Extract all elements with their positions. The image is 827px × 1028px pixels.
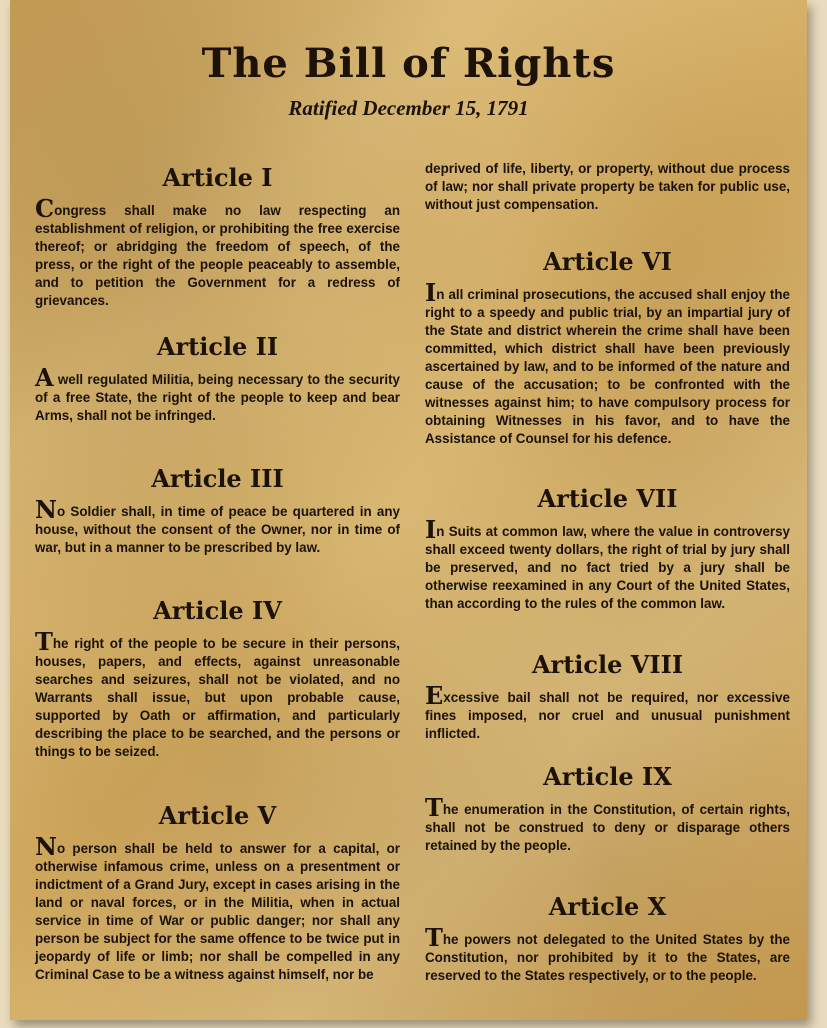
document-subtitle: Ratified December 15, 1791 (288, 96, 529, 120)
article-body: he powers not delegated to the United States by the Constitution, nor prohibited by it to the States, are reserved to the States respectively, or to the people. (425, 932, 790, 983)
drop-cap: A (35, 363, 54, 392)
article-text-continued: deprived of life, liberty, or property, without due process of law; nor shall private property be taken for public use, without just compensation. (425, 161, 790, 212)
drop-cap: I (425, 278, 437, 307)
drop-cap: T (425, 793, 443, 822)
parchment-page (10, 0, 807, 1020)
article-heading: Article VII (537, 484, 678, 513)
article-body: n Suits at common law, where the value in controversy shall exceed twenty dollars, the right of trial by jury shall be preserved, and no fact tried by a jury shall be otherwise reexamined in any Court of the United States, than according to the rules of the common law. (425, 524, 790, 611)
article-text (425, 681, 790, 743)
article-2 (35, 332, 400, 425)
article-text (425, 278, 790, 448)
article-text (425, 923, 790, 985)
article-body: o Soldier shall, in time of peace be quartered in any house, without the consent of the Owner, nor in time of war, but in a manner to be prescribed by law. (35, 504, 400, 555)
drop-cap: C (35, 194, 55, 223)
article-body: o person shall be held to answer for a capital, or otherwise infamous crime, unless on a presentment or indictment of a Grand Jury, except in cases arising in the land or naval forces, or in the Militia, when in actual service in time of War or public danger; nor shall any person be subject for the same offence to be twice put in jeopardy of life or limb; nor shall be compelled in any Criminal Case to be a witness against himself, nor be (35, 841, 400, 982)
drop-cap: T (425, 923, 443, 952)
article-heading: Article IV (153, 596, 282, 625)
drop-cap: I (425, 515, 437, 544)
article-heading: Article V (158, 801, 277, 830)
article-body: ongress shall make no law respecting an establishment of religion, or prohibiting the free exercise thereof; or abridging the freedom of speech, of the press, or the right of the people peaceably to assemble, and to petition the Government for a redress of grievances. (35, 203, 400, 308)
article-text (425, 515, 790, 613)
article-8 (425, 650, 790, 743)
drop-cap: N (35, 495, 57, 524)
article-7 (425, 484, 790, 613)
drop-cap: T (35, 627, 53, 656)
drop-cap: E (425, 681, 444, 710)
article-text (35, 627, 400, 761)
article-5 (35, 801, 400, 984)
article-heading: Article I (162, 163, 273, 192)
article-heading: Article VI (543, 247, 672, 276)
article-body: n all criminal prosecutions, the accused shall enjoy the right to a speedy and public trial, by an impartial jury of the State and district wherein the crime shall have been committed, which district shall have been previously ascertained by law, and to be informed of the nature and cause of the accusation; to be confronted with the witnesses against him; to have compulsory process for obtaining Witnesses in his favor, and to have the Assistance of Counsel for his defence. (425, 287, 790, 446)
article-5-continued (425, 160, 790, 214)
article-body: he enumeration in the Constitution, of certain rights, shall not be construed to deny or disparage others retained by the people. (425, 802, 790, 853)
article-9 (425, 762, 790, 855)
article-body: well regulated Militia, being necessary to the security of a free State, the right of the people to keep and bear Arms, shall not be infringed. (35, 372, 400, 423)
document-title: The Bill of Rights (201, 40, 616, 87)
article-heading: Article VIII (531, 650, 684, 679)
article-text (35, 832, 400, 984)
article-heading: Article II (156, 332, 279, 361)
article-heading: Article X (548, 892, 667, 921)
article-text (35, 194, 400, 310)
article-text (425, 793, 790, 855)
article-4 (35, 596, 400, 761)
article-3 (35, 464, 400, 557)
article-6 (425, 247, 790, 448)
article-body: xcessive bail shall not be required, nor excessive fines imposed, nor cruel and unusual punishment inflicted. (425, 690, 790, 741)
drop-cap: N (35, 832, 57, 861)
article-10 (425, 892, 790, 985)
article-text (35, 495, 400, 557)
article-text (35, 363, 400, 425)
article-body: he right of the people to be secure in their persons, houses, papers, and effects, against unreasonable searches and seizures, shall not be violated, and no Warrants shall issue, but upon probable cause, supported by Oath or affirmation, and particularly describing the place to be searched, and the persons or things to be seized. (35, 636, 400, 759)
article-heading: Article IX (543, 762, 672, 791)
article-heading: Article III (151, 464, 284, 493)
article-1 (35, 163, 400, 310)
